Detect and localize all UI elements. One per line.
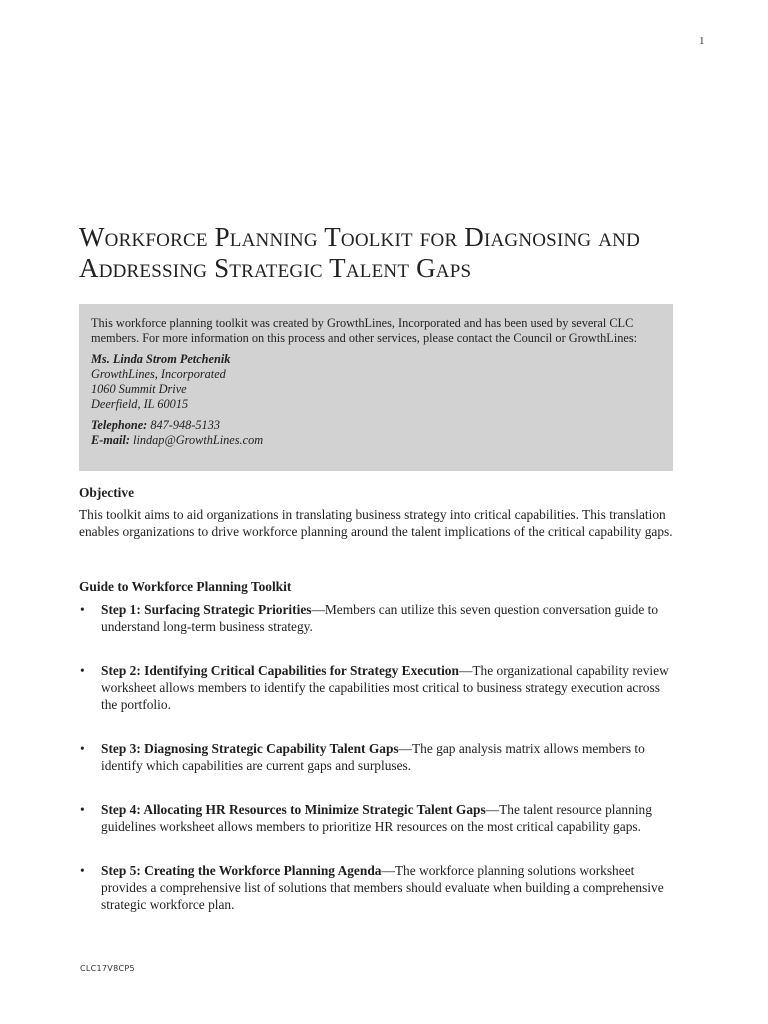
objective-heading: Objective (79, 485, 135, 500)
step-description: —The gap analysis matrix allows members to identify which capabilities are current gaps and surpluses. (101, 741, 645, 773)
step-title: Step 2: Identifying Critical Capabilities for Strategy Execution (101, 663, 459, 678)
contact-email-line (91, 433, 661, 448)
steps-list (79, 601, 679, 913)
page-number: 1 (699, 35, 705, 47)
list-item (79, 601, 679, 635)
bullet-icon: • (80, 802, 85, 817)
step-description: —The organizational capability review worksheet allows members to identify the capabilities most critical to business strategy execution across the portfolio. (101, 663, 669, 712)
footer-document-code: CLC17V8CP5 (80, 964, 135, 973)
email-value: lindap@GrowthLines.com (133, 433, 264, 448)
objective-section (79, 484, 679, 540)
bullet-icon: • (80, 741, 85, 756)
contact-info-box (79, 304, 673, 471)
bullet-icon: • (80, 602, 85, 617)
list-item (79, 740, 679, 774)
info-intro: This workforce planning toolkit was created by GrowthLines, Incorporated and has been used by several CLC members. For more information on this process and other services, please contact the Council or GrowthLines: (91, 316, 638, 346)
step-description: —Members can utilize this seven question conversation guide to understand long-term business strategy. (101, 602, 659, 634)
document-title: Workforce Planning Toolkit for Diagnosing and Addressing Strategic Talent Gaps (79, 222, 641, 283)
step-description: —The workforce planning solutions worksheet provides a comprehensive list of solutions that members should evaluate when building a comprehensive strategic workforce plan. (101, 863, 664, 912)
email-label: E-mail: (91, 433, 130, 448)
contact-company: GrowthLines, Incorporated (91, 366, 226, 381)
objective-body: This toolkit aims to aid organizations in translating business strategy into critical capabilities. This translation enables organizations to drive workforce planning around the talent implications of the critical capability gaps. (79, 507, 673, 539)
step-title: Step 1: Surfacing Strategic Priorities (101, 602, 312, 617)
telephone-value: 847-948-5133 (150, 417, 221, 432)
step-title: Step 4: Allocating HR Resources to Minimize Strategic Talent Gaps (101, 802, 486, 817)
contact-name: Ms. Linda Strom Petchenik (91, 351, 231, 366)
bullet-icon: • (80, 663, 85, 678)
list-item (79, 801, 679, 835)
guide-heading: Guide to Workforce Planning Toolkit (79, 579, 292, 594)
step-title: Step 5: Creating the Workforce Planning Agenda (101, 863, 382, 878)
list-item (79, 662, 679, 713)
list-item (79, 862, 679, 913)
step-description: —The talent resource planning guidelines worksheet allows members to prioritize HR resources on the most critical capability gaps. (101, 802, 652, 834)
bullet-icon: • (80, 863, 85, 878)
contact-telephone-line (91, 418, 661, 433)
telephone-label: Telephone: (91, 417, 148, 432)
contact-street: 1060 Summit Drive (91, 382, 187, 397)
guide-section (79, 578, 679, 913)
contact-city: Deerfield, IL 60015 (91, 397, 189, 412)
step-title: Step 3: Diagnosing Strategic Capability Talent Gaps (101, 741, 399, 756)
